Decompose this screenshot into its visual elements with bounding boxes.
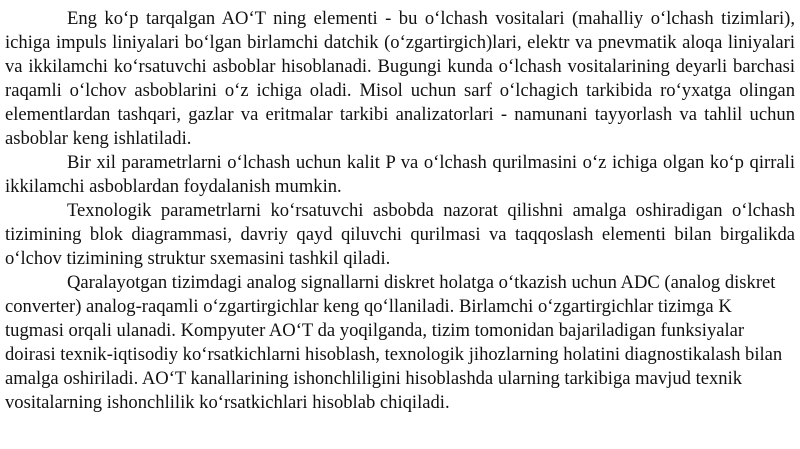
paragraph-1: Eng ko‘p tarqalgan AO‘T ning elementi - bu o‘lchash vositalari (mahalliy o‘lchash tizimlari), ichiga impuls liniyalari bo‘lgan birlamchi datchik (o‘zgartirgich)lari, elektr va pnevmatik aloqa liniyalari va ikkilamchi ko‘rsatuvchi asboblar hisoblanadi. Bugungi kunda o‘lchash vositalarining deyarli barchasi raqamli o‘lchov asboblarini o‘z ichiga oladi. Misol uchun sarf o‘lchagich tarkibida ro‘yxatga olingan elementlardan tashqari, gazlar va eritmalar tarkibi analizatorlari - namunani tayyorlash va tahlil uchun asboblar keng ishlatiladi. <box>5 8 795 149</box>
paragraph-2: Bir xil parametrlarni o‘lchash uchun kalit P va o‘lchash qurilmasini o‘z ichiga olgan ko‘p qirrali ikkilamchi asboblardan foydalanish mumkin. <box>5 152 795 197</box>
document-body <box>5 7 795 415</box>
paragraph-4: Qaralayotgan tizimdagi analog signallarni diskret holatga o‘tkazish uchun ADC (analog diskret converter) analog-raqamli o‘zgartirgichlar keng qo‘llaniladi. Birlamchi o‘zgartirgichlar tizimga K tugmasi orqali ulanadi. Kompyuter AO‘T da yoqilganda, tizim tomonidan bajariladigan funksiyalar doirasi texnik-iqtisodiy ko‘rsatkichlarni hisoblash, texnologik jihozlarning holatini diagnostikalash bilan amalga oshiriladi. AO‘T kanallarining ishonchliligini hisoblashda ularning tarkibiga mavjud texnik vositalarning ishonchlilik ko‘rsatkichlari hisoblab chiqiladi. <box>5 272 783 413</box>
paragraph-3: Texnologik parametrlarni ko‘rsatuvchi asbobda nazorat qilishni amalga oshiradigan o‘lchash tizimining blok diagrammasi, davriy qayd qiluvchi qurilmasi va taqqoslash elementi bilan birgalikda o‘lchov tizimining struktur sxemasini tashkil qiladi. <box>5 200 795 269</box>
